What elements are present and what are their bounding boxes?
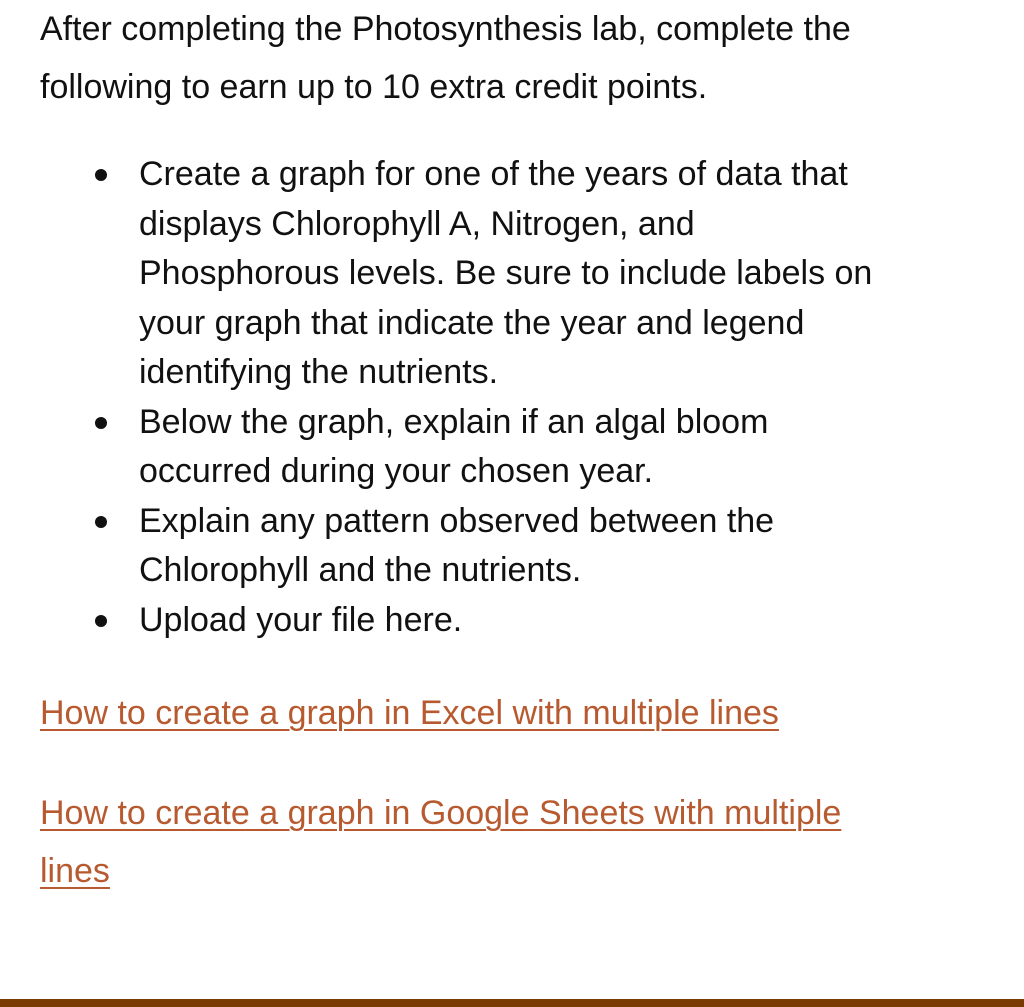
intro-line: following to earn up to 10 extra credit points. (40, 68, 708, 106)
list-item-line: Phosphorous levels. Be sure to include labels on (139, 254, 873, 292)
list-item-line: Below the graph, explain if an algal bloom (139, 402, 769, 441)
bullet-icon (95, 615, 107, 627)
bullet-icon (95, 417, 107, 429)
list-item-line: displays Chlorophyll A, Nitrogen, and (139, 204, 695, 243)
bullet-icon (95, 516, 107, 528)
list-item (0, 497, 872, 596)
intro-paragraph (40, 0, 851, 116)
list-item-line: Upload your file here. (139, 600, 463, 639)
list-item-line: occurred during your chosen year. (139, 452, 654, 490)
instructions-list (0, 150, 872, 645)
sheets-graph-link[interactable]: How to create a graph in Google Sheets with multiple (40, 794, 842, 832)
intro-line: After completing the Photosynthesis lab, complete the (40, 10, 851, 48)
bullet-icon (95, 169, 107, 181)
list-item-line: Explain any pattern observed between the (139, 501, 775, 540)
excel-graph-link[interactable]: How to create a graph in Excel with multiple lines (40, 694, 779, 732)
sheets-link-paragraph (40, 784, 841, 900)
list-item (0, 596, 872, 646)
sheets-graph-link-continued[interactable]: lines (40, 852, 110, 890)
excel-link-paragraph (40, 688, 779, 738)
footer-bar (0, 999, 1024, 1007)
list-item (0, 150, 872, 398)
list-item (0, 398, 872, 497)
list-item-line: your graph that indicate the year and legend (139, 303, 805, 342)
list-item-line: Create a graph for one of the years of data that (139, 155, 848, 193)
list-item-line: identifying the nutrients. (139, 353, 499, 391)
list-item-line: Chlorophyll and the nutrients. (139, 551, 582, 589)
